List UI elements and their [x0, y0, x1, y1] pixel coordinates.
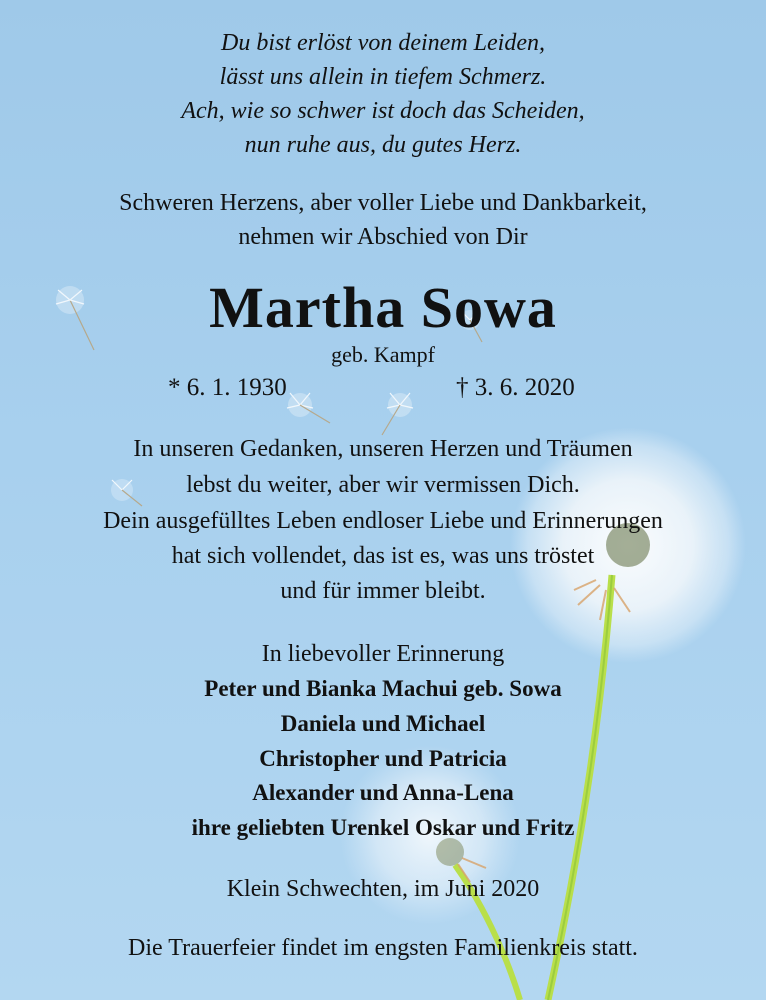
- mourner-line: Daniela und Michael: [280, 711, 486, 736]
- poem-line: Ach, wie so schwer ist doch das Scheiden,: [181, 98, 585, 124]
- funeral-note: Die Trauerfeier findet im engsten Familienkreis statt.: [128, 935, 638, 961]
- tribute-line: lebst du weiter, aber wir vermissen Dich.: [186, 472, 580, 498]
- place-date: Klein Schwechten, im Juni 2020: [226, 876, 540, 902]
- death-date: † 3. 6. 2020: [456, 374, 575, 401]
- tribute-line: hat sich vollendet, das ist es, was uns tröstet: [171, 543, 595, 569]
- remembrance-heading: In liebevoller Erinnerung: [261, 641, 505, 667]
- intro-line: nehmen wir Abschied von Dir: [238, 224, 528, 250]
- intro-line: Schweren Herzens, aber voller Liebe und Dankbarkeit,: [119, 190, 647, 216]
- poem-line: nun ruhe aus, du gutes Herz.: [244, 132, 522, 158]
- birth-name: geb. Kampf: [331, 342, 435, 367]
- tribute-line: und für immer bleibt.: [280, 578, 486, 604]
- poem-line: lässt uns allein in tiefem Schmerz.: [219, 64, 547, 90]
- tribute-line: Dein ausgefülltes Leben endloser Liebe und Erinnerungen: [103, 508, 663, 534]
- deceased-name: Martha Sowa: [209, 275, 557, 340]
- mourner-line: Alexander und Anna-Lena: [252, 780, 514, 805]
- mourner-line: Peter und Bianka Machui geb. Sowa: [204, 676, 562, 701]
- birth-date: * 6. 1. 1930: [168, 374, 287, 401]
- tribute-line: In unseren Gedanken, unseren Herzen und Träumen: [133, 436, 633, 462]
- mourner-line: Christopher und Patricia: [259, 746, 507, 771]
- mourner-line: ihre geliebten Urenkel Oskar und Fritz: [191, 815, 575, 840]
- poem-line: Du bist erlöst von deinem Leiden,: [221, 30, 545, 56]
